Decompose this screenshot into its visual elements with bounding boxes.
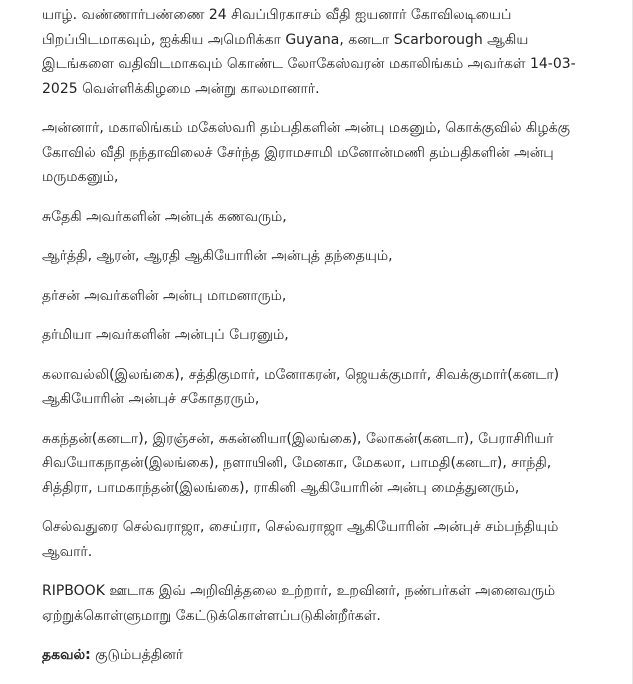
- obituary-text: [42, 3, 602, 668]
- paragraph-son-in-law: தர்சன் அவர்களின் அன்பு மாமனாரும்,: [42, 287, 287, 304]
- paragraph-in-laws: சுகந்தன்(கனடா), இரஞ்சன், சுகன்னியா(இலங்கை), லோகன்(கனடா), பேராசிரியர் சிவயோகநாதன்(இலங்கை), நளாயினி, மேனகா, மேகலா, பாமதி(கனடா), சாந்தி, சித்திரா, பாமகாந்தன்(இலங்கை), ராகினி ஆகியோரின் அன்பு மைத்துனரும்,: [42, 430, 554, 496]
- paragraph-relatives: செல்வதுரை செல்வராஜா, சைய்ரா, செல்வராஜா ஆகியோரின் அன்புச் சம்பந்தியும் ஆவார்.: [42, 519, 559, 560]
- paragraph-siblings: கலாவல்லி(இலங்கை), சத்திகுமார், மனோகரன், ஜெயக்குமார், சிவக்குமார்(கனடா) ஆகியோரின் அன்புச் சகோதரரும்,: [42, 366, 560, 407]
- paragraph-spouse: சுதேகி அவர்களின் அன்புக் கணவரும்,: [42, 208, 287, 225]
- paragraph-children: ஆர்த்தி, ஆரன், ஆரதி ஆகியோரின் அன்புத் தந்தையும்,: [42, 248, 393, 264]
- paragraph-parents: அன்னார், மகாலிங்கம் மகேஸ்வரி தம்பதிகளின் அன்பு மகனும், கொக்குவில் கிழக்கு கோவில் வீதி நந்தாவிலைச் சேர்ந்த இராமசாமி மனோன்மணி தம்பதிகளின் அன்பு மருமகனும்,: [42, 120, 570, 185]
- info-value: குடும்பத்தினர்: [95, 647, 184, 663]
- paragraph-notice: RIPBOOK ஊடாக இவ் அறிவித்தலை உற்றார், உறவினர், நண்பர்கள் அனைவரும் ஏற்றுக்கொள்ளுமாறு கேட்டுக்கொள்ளப்படுகின்றீர்கள்.: [42, 583, 556, 624]
- info-label: தகவல்:: [42, 647, 91, 663]
- info-line: [42, 643, 602, 668]
- paragraph-intro: யாழ். வண்ணார்பண்ணை 24 சிவப்பிரகாசம் வீதி ஐயனார் கோவிலடியைப் பிறப்பிடமாகவும், ஐக்கிய அமெரிக்கா Guyana, கனடா Scarborough ஆகிய இடங்களை வதிவிடமாகவும் கொண்ட லோகேஸ்வரன் மகாலிங்கம் அவர்கள் 14-03-2025 வெள்ளிக்கிழமை அன்று காலமானார்.: [42, 7, 576, 97]
- paragraph-grandchild: தர்மியா அவர்களின் அன்புப் பேரனும்,: [42, 327, 289, 343]
